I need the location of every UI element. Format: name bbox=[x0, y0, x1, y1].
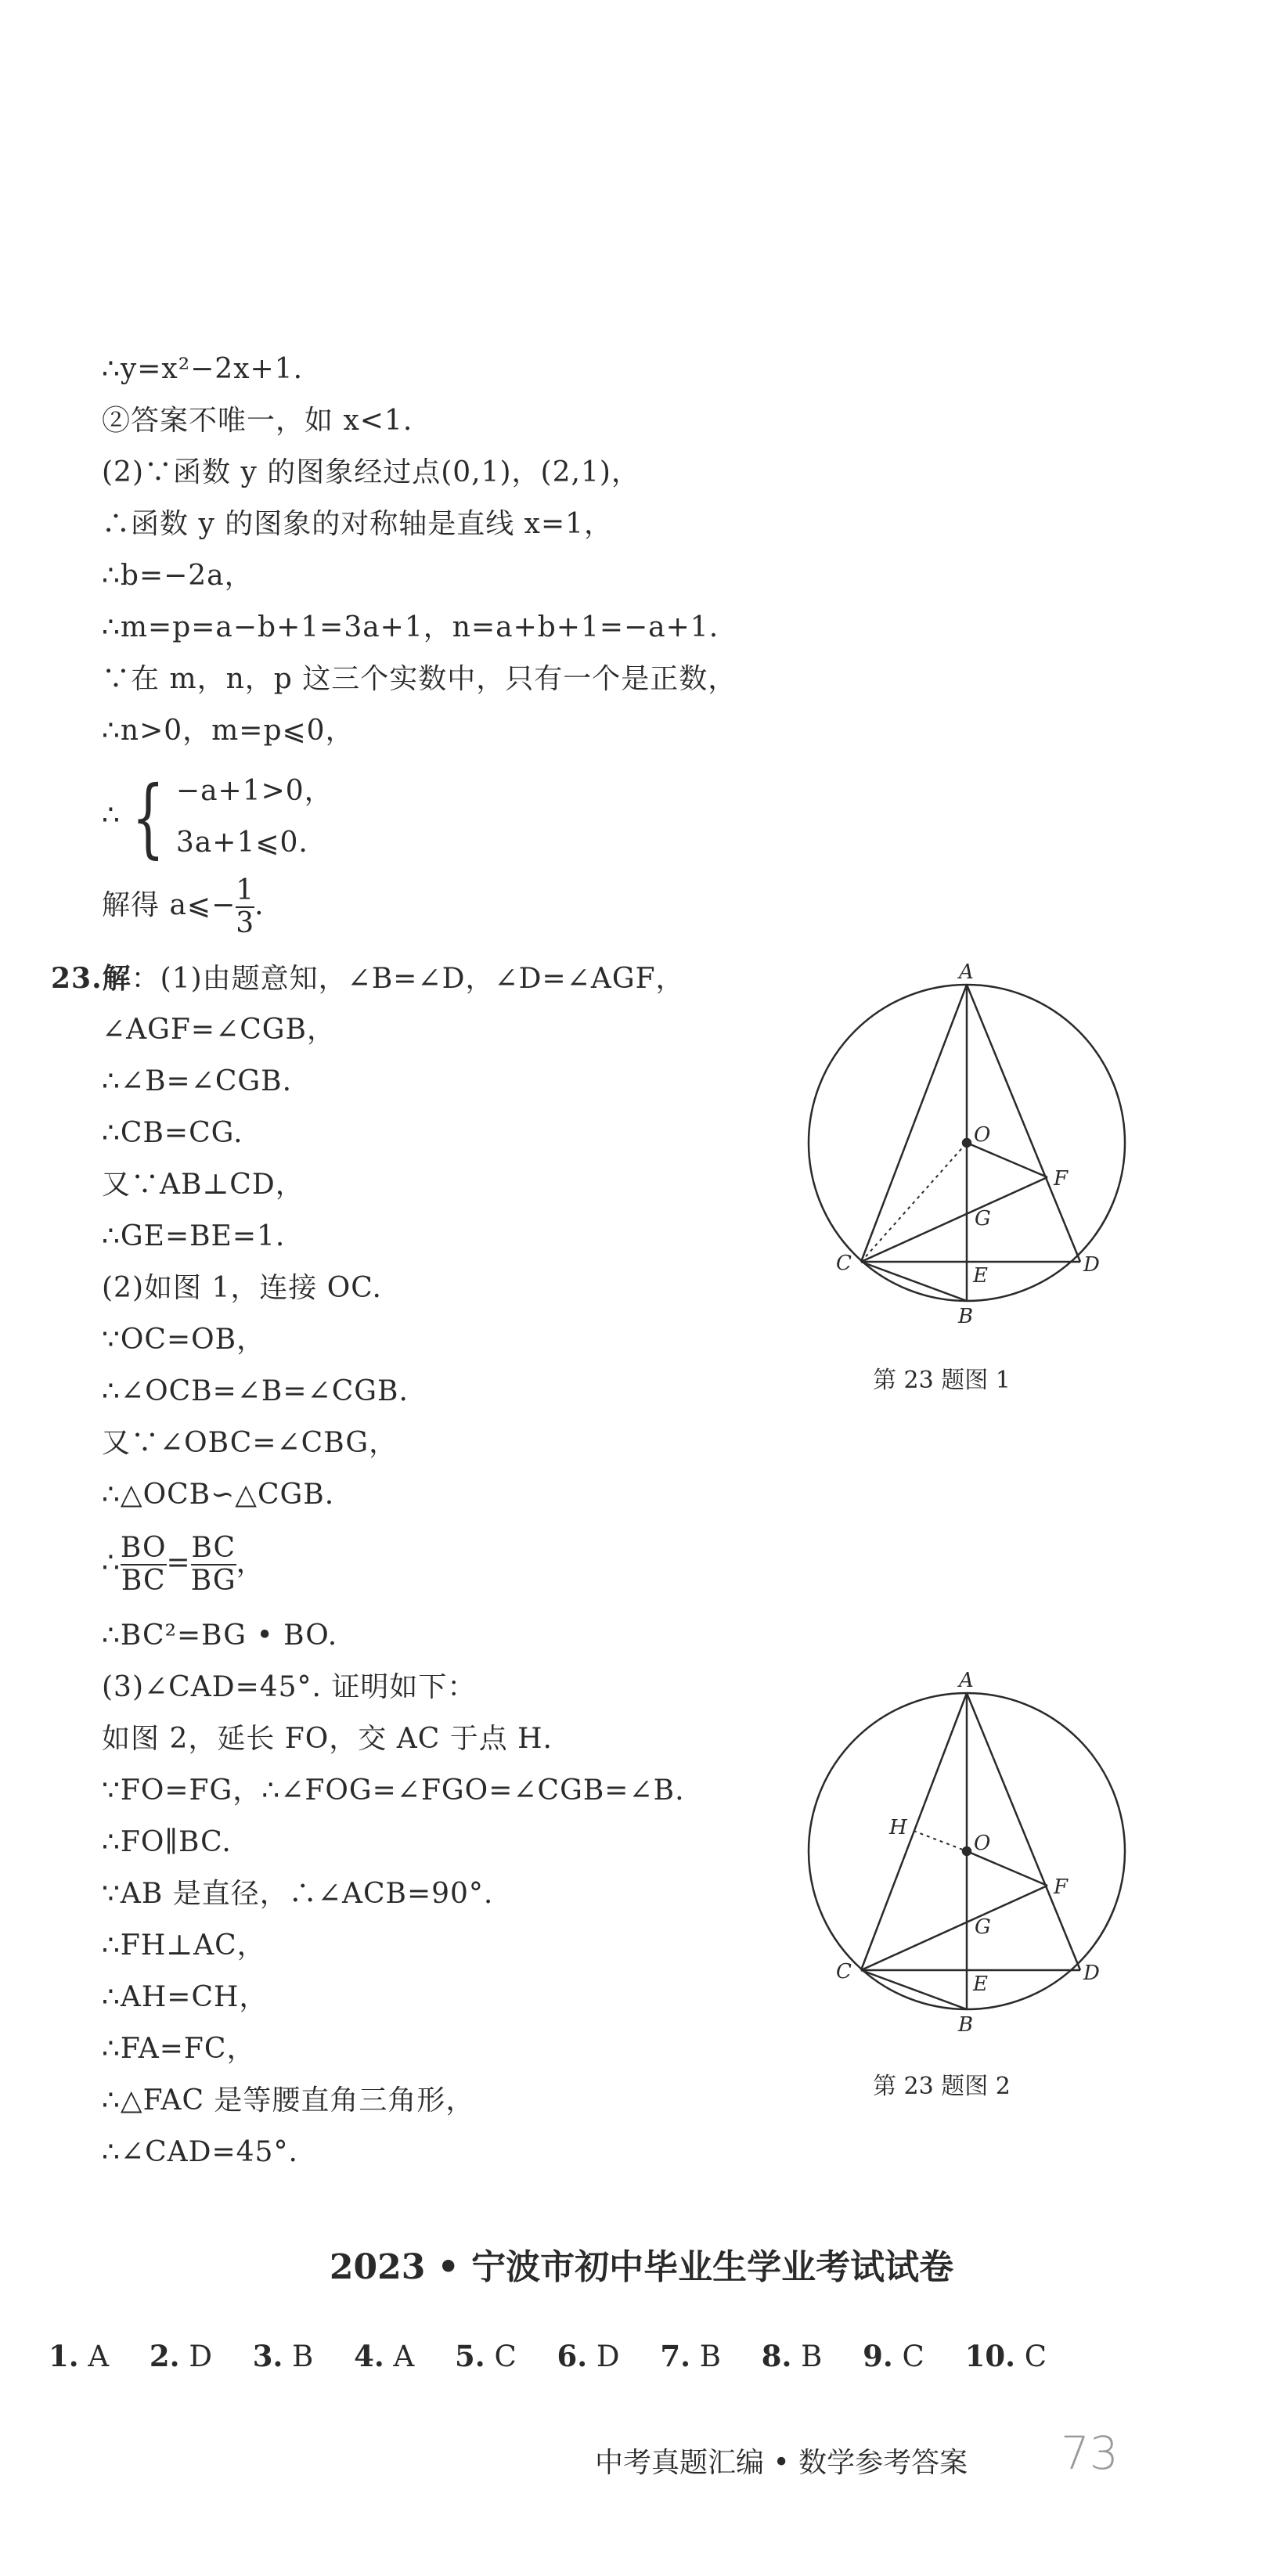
figure-1-caption: 第 23 题图 1 bbox=[873, 1367, 1011, 1394]
solution-line: ∴FO∥BC. bbox=[102, 1826, 232, 1858]
solution-line: ∴△OCB∽△CGB. bbox=[102, 1479, 335, 1511]
dotted-oc bbox=[861, 1143, 967, 1262]
equals-sign: = bbox=[166, 1547, 191, 1579]
solution-line: ∴∠B=∠CGB. bbox=[102, 1065, 293, 1097]
fraction-bo-bc bbox=[121, 1533, 167, 1597]
solution-line: ∴m=p=a−b+1=3a+1，n=a+b+1=−a+1. bbox=[102, 611, 719, 643]
numerator: BC bbox=[191, 1532, 236, 1564]
segment-cb bbox=[861, 1262, 967, 1301]
figure-23-2 bbox=[798, 1663, 1143, 2055]
answer-item: 5. C bbox=[455, 2339, 517, 2373]
page-number: 73 bbox=[1061, 2426, 1119, 2480]
therefore-symbol: ∴ bbox=[102, 1547, 121, 1579]
label-f: F bbox=[1054, 1875, 1069, 1899]
solution-line: ∴∠CAD=45°. bbox=[102, 2136, 298, 2168]
therefore-symbol: ∴ bbox=[102, 799, 121, 831]
solution-line: ∴∠OCB=∠B=∠CGB. bbox=[102, 1375, 409, 1407]
solution-line: (3)∠CAD=45°. 证明如下： bbox=[102, 1671, 477, 1703]
segment-of bbox=[967, 1851, 1047, 1886]
solution-line: ∴CB=CG. bbox=[102, 1117, 243, 1149]
solution-text: ：(1)由题意知，∠B=∠D，∠D=∠AGF， bbox=[131, 963, 685, 995]
label-d: D bbox=[1083, 1962, 1100, 1985]
label-d: D bbox=[1083, 1253, 1100, 1277]
solution-line: ∵在 m，n，p 这三个实数中，只有一个是正数， bbox=[102, 663, 737, 695]
solution-line: ②答案不唯一，如 x<1. bbox=[102, 405, 413, 437]
label-h: H bbox=[889, 1816, 907, 1839]
figure-2-caption: 第 23 题图 2 bbox=[873, 2073, 1011, 2100]
answer-item: 7. B bbox=[660, 2339, 721, 2373]
label-c: C bbox=[836, 1960, 852, 1983]
answer-item: 9. C bbox=[863, 2339, 924, 2373]
answer-item: 10. C bbox=[964, 2339, 1047, 2373]
period: . bbox=[254, 889, 265, 921]
answer-item: 4. A bbox=[354, 2339, 415, 2373]
solution-line: ∴函数 y 的图象的对称轴是直线 x=1， bbox=[102, 508, 614, 540]
label-e: E bbox=[973, 1973, 988, 1996]
solution-line: 又∵AB⊥CD， bbox=[102, 1169, 305, 1201]
solution-line: (2)∵函数 y 的图象经过点(0,1)，(2,1)， bbox=[102, 456, 640, 488]
solution-line: ∴y=x²−2x+1. bbox=[102, 353, 304, 385]
answer-item: 1. A bbox=[49, 2339, 110, 2373]
inequality-2: 3a+1⩽0. bbox=[175, 827, 308, 859]
center-dot bbox=[963, 1139, 971, 1147]
solution-line: 如图 2，延长 FO，交 AC 于点 H. bbox=[102, 1723, 553, 1755]
segment-of bbox=[967, 1143, 1047, 1177]
inequality-system bbox=[102, 766, 333, 869]
solution-line: ∴BC²=BG • BO. bbox=[102, 1619, 338, 1652]
solution-line: ∵FO=FG，∴∠FOG=∠FGO=∠CGB=∠B. bbox=[102, 1774, 685, 1807]
center-dot bbox=[963, 1847, 971, 1855]
denominator: 3 bbox=[236, 907, 255, 939]
solution-line: ∴b=−2a， bbox=[102, 560, 254, 592]
left-brace: { bbox=[132, 767, 165, 867]
label-e: E bbox=[973, 1264, 988, 1288]
ratio-line bbox=[102, 1528, 265, 1598]
exam-title: 2023 • 宁波市初中毕业生学业考试试卷 bbox=[329, 2247, 954, 2287]
figure-23-1 bbox=[798, 955, 1143, 1346]
comma: ， bbox=[236, 1547, 265, 1579]
inequality-1: −a+1>0， bbox=[175, 775, 333, 807]
solution-line: ∴△FAC 是等腰直角三角形， bbox=[102, 2084, 475, 2117]
label-b: B bbox=[958, 1305, 974, 1328]
denominator: BC bbox=[121, 1565, 166, 1597]
denominator: BG bbox=[190, 1565, 236, 1597]
solution-line: ∵AB 是直径，∴∠ACB=90°. bbox=[102, 1878, 494, 1910]
numerator: BO bbox=[120, 1532, 167, 1564]
answer-item: 2. D bbox=[149, 2339, 212, 2373]
label-o: O bbox=[974, 1832, 991, 1855]
solution-line: ∵OC=OB， bbox=[102, 1324, 266, 1356]
answer-item: 6. D bbox=[557, 2339, 620, 2373]
solution-text: 解得 a⩽− bbox=[102, 889, 236, 921]
solution-line: ∴GE=BE=1. bbox=[102, 1220, 286, 1252]
solution-label: 解 bbox=[102, 962, 132, 995]
answer-item: 3. B bbox=[252, 2339, 314, 2373]
page-footer: 中考真题汇编 • 数学参考答案 bbox=[595, 2447, 968, 2479]
label-g: G bbox=[975, 1915, 991, 1939]
label-c: C bbox=[836, 1252, 852, 1275]
fraction bbox=[236, 875, 254, 939]
label-a: A bbox=[959, 960, 974, 984]
solution-line: 又∵∠OBC=∠CBG， bbox=[102, 1427, 398, 1459]
solution-line: ∴FH⊥AC， bbox=[102, 1929, 266, 1962]
label-f: F bbox=[1054, 1167, 1069, 1191]
answer-item: 8. B bbox=[761, 2339, 823, 2373]
fraction-bc-bg bbox=[191, 1533, 236, 1597]
answer-key bbox=[49, 2339, 1078, 2373]
solution-result bbox=[102, 870, 265, 941]
solution-line: ∴AH=CH， bbox=[102, 1981, 268, 2013]
solution-line: ∴n>0，m=p⩽0， bbox=[102, 715, 355, 747]
dotted-ho bbox=[914, 1831, 967, 1851]
question-number: 23. bbox=[51, 962, 103, 995]
solution-line: ∴FA=FC， bbox=[102, 2033, 256, 2065]
solution-line: (2)如图 1，连接 OC. bbox=[102, 1272, 383, 1304]
label-g: G bbox=[975, 1207, 991, 1230]
label-a: A bbox=[959, 1669, 974, 1692]
label-o: O bbox=[974, 1123, 991, 1147]
solution-line: ∠AGF=∠CGB， bbox=[102, 1014, 336, 1046]
label-b: B bbox=[958, 2013, 974, 2037]
segment-cb bbox=[861, 1970, 967, 2009]
numerator: 1 bbox=[236, 874, 255, 906]
q23-line-1 bbox=[51, 960, 685, 998]
